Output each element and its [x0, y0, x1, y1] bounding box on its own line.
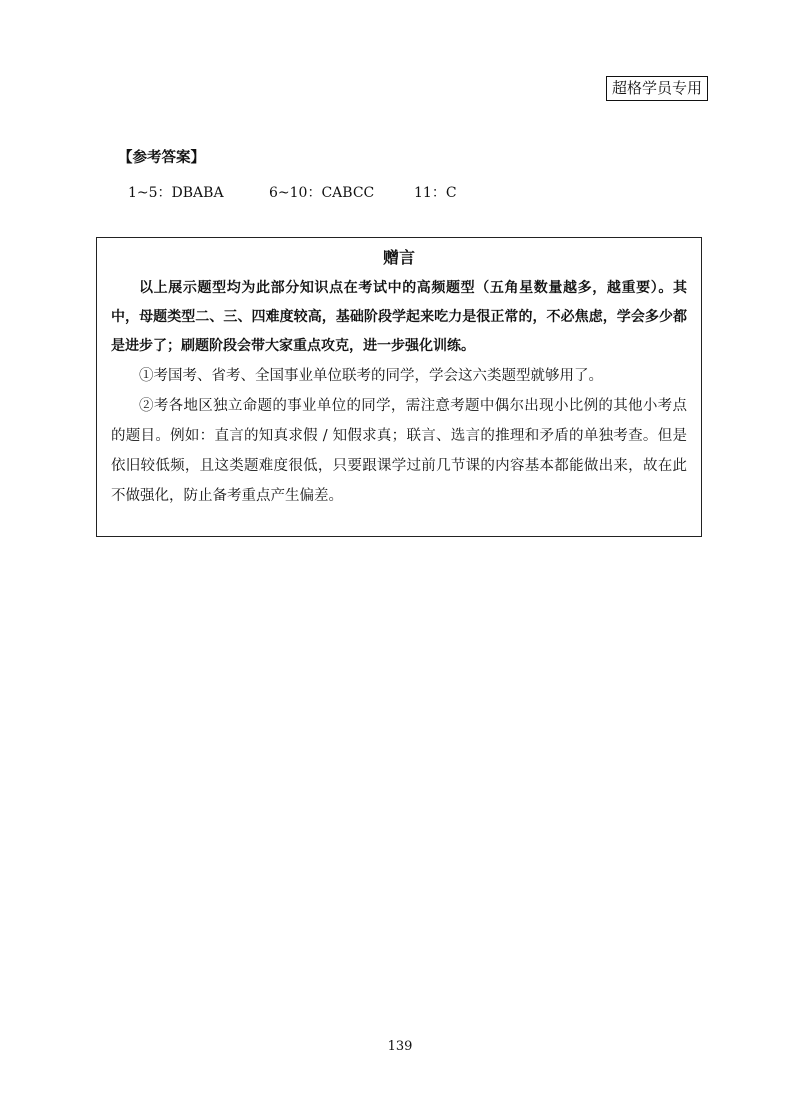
gift-words-paragraph-1: ①考国考、省考、全国事业单位联考的同学，学会这六类题型就够用了。	[139, 368, 603, 384]
answer-group-3: 11：C	[414, 185, 457, 201]
page-number: 139	[387, 1039, 413, 1054]
answers-title: 【参考答案】	[118, 150, 205, 166]
answer-group-1: 1~5：DBABA	[128, 185, 224, 201]
gift-words-bold-paragraph: 以上展示题型均为此部分知识点在考试中的高频题型（五角星数量越多，越重要）。其中，母题类型二、三、四难度较高，基础阶段学起来吃力是很正常的，不必焦虑，学会多少都是进步了；刷题阶段会带大家重点攻克，进一步强化训练。	[111, 280, 687, 354]
gift-words-paragraph-2: ②考各地区独立命题的事业单位的同学，需注意考题中偶尔出现小比例的其他小考点的题目。例如：直言的知真求假 / 知假求真；联言、选言的推理和矛盾的单独考查。但是依旧较低频，且这类题难度很低，只要跟课学过前几节课的内容基本都能做出来，故在此不做强化，防止备考重点产生偏差。	[111, 398, 687, 504]
gift-words-box	[96, 237, 702, 537]
gift-words-title: 赠言	[382, 248, 415, 267]
answer-group-2: 6~10：CABCC	[269, 185, 375, 201]
student-only-label: 超格学员专用	[606, 76, 708, 101]
